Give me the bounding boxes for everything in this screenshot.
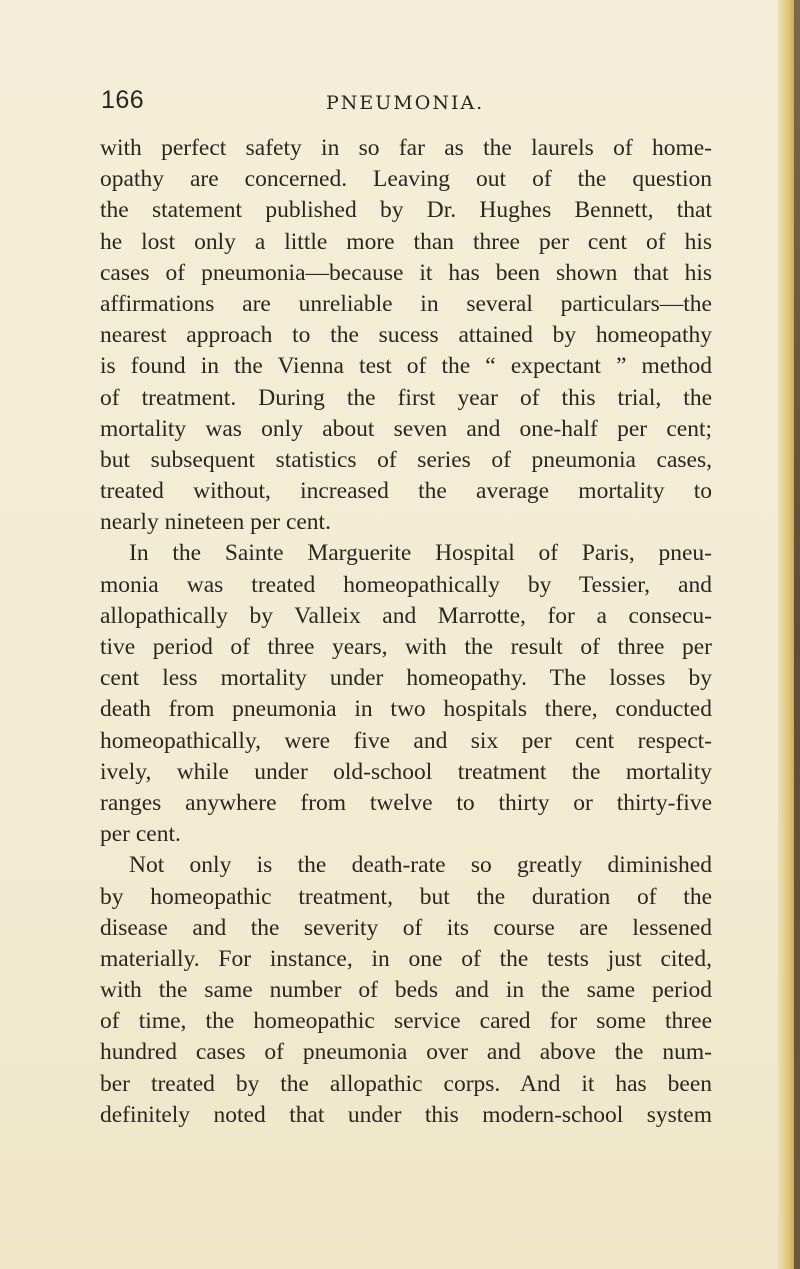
paragraph-start-line: Not only is the death-rate so greatly diminished [129,852,712,879]
text-line: tive period of three years, with the result of three per [100,634,712,660]
text-line: but subsequent statistics of series of pneumonia cases, [100,446,712,473]
text-line: the statement published by Dr. Hughes Bennett, that [100,197,712,224]
text-line: opathy are concerned. Leaving out of the question [100,166,712,193]
page-header [101,86,701,126]
text-line: with the same number of beds and in the same period [100,977,712,1004]
text-line: ranges anywhere from twelve to thirty or thirty-five [100,789,712,816]
text-line: disease and the severity of its course are lessened [100,914,712,941]
text-line: death from pneumonia in two hospitals there, conducted [100,696,712,723]
text-line: of treatment. During the first year of this trial, the [100,384,712,411]
text-line: materially. For instance, in one of the tests just cited, [100,945,712,972]
page-number: 166 [101,86,145,114]
page-edge-binding [794,0,800,1269]
text-line: by homeopathic treatment, but the duration of the [100,883,712,910]
text-line: is found in the Vienna test of the “ expectant ” method [100,353,712,380]
text-line: cases of pneumonia—because it has been shown that his [100,259,712,286]
text-line: of time, the homeopathic service cared for some three [100,1008,712,1035]
text-line: cent less mortality under homeopathy. The losses by [100,665,712,692]
text-line: ber treated by the allopathic corps. And it has been [100,1070,712,1097]
text-line: allopathically by Valleix and Marrotte, for a consecu- [100,602,712,629]
text-line: nearly nineteen per cent. [100,509,331,536]
text-line: homeopathically, were five and six per cent respect- [100,727,712,754]
text-line: with perfect safety in so far as the laurels of home- [100,135,712,161]
text-line: mortality was only about seven and one-half per cent; [100,415,712,442]
text-line: hundred cases of pneumonia over and above the num- [100,1039,712,1066]
text-line: treated without, increased the average mortality to [100,478,712,505]
body-text [100,133,712,1131]
running-title: PNEUMONIA. [326,92,485,114]
text-line: monia was treated homeopathically by Tessier, and [100,571,712,598]
text-line: affirmations are unreliable in several particulars—the [100,290,712,317]
text-line: nearest approach to the sucess attained by homeopathy [100,322,712,349]
paragraph-start-line: In the Sainte Marguerite Hospital of Paris, pneu- [129,540,712,567]
text-line: definitely noted that under this modern-school system [100,1101,712,1128]
text-line: he lost only a little more than three per cent of his [100,228,712,255]
text-line: per cent. [100,821,181,848]
text-line: ively, while under old-school treatment the mortality [100,758,712,785]
